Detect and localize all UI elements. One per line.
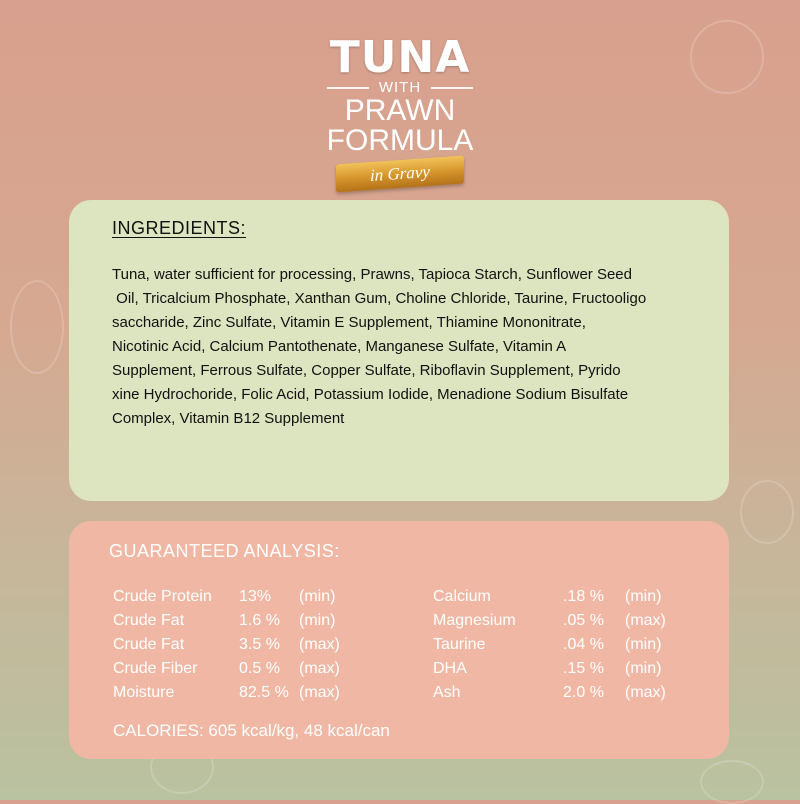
title-formula: FORMULA — [326, 124, 474, 157]
product-title — [0, 34, 800, 188]
nutrient-qualifier: (max) — [299, 684, 340, 701]
nutrient-value: 2.0 % — [563, 684, 604, 701]
nutrient-value: 82.5 % — [239, 684, 289, 701]
nutrient-qualifier: (min) — [625, 588, 662, 605]
nutrient-name: Magnesium — [433, 612, 516, 629]
nutrient-qualifier: (min) — [625, 660, 662, 677]
nutrient-qualifier: (min) — [625, 636, 662, 653]
nutrient-name: Crude Protein — [113, 588, 212, 605]
nutrient-value: 3.5 % — [239, 636, 280, 653]
background-doodle — [740, 480, 794, 544]
analysis-title: GUARANTEED ANALYSIS: — [109, 541, 340, 561]
title-prawn: PRAWN — [344, 94, 456, 127]
ingredients-line: Complex, Vitamin B12 Supplement — [112, 410, 345, 427]
nutrient-value: 1.6 % — [239, 612, 280, 629]
background-doodle — [700, 760, 764, 804]
nutrient-qualifier: (max) — [625, 684, 666, 701]
nutrient-value: .15 % — [563, 660, 604, 677]
nutrient-name: Calcium — [433, 588, 491, 605]
nutrient-qualifier: (max) — [299, 636, 340, 653]
nutrient-value: .04 % — [563, 636, 604, 653]
ingredients-line: Tuna, water sufficient for processing, Prawns, Tapioca Starch, Sunflower Seed — [112, 266, 632, 283]
background-doodle — [10, 280, 64, 374]
title-with: WITH — [378, 79, 422, 96]
ingredients-line: Supplement, Ferrous Sulfate, Copper Sulfate, Riboflavin Supplement, Pyrido — [112, 362, 621, 379]
gravy-ribbon: in Gravy — [336, 156, 464, 193]
nutrient-name: Taurine — [433, 636, 486, 653]
nutrient-name: Crude Fiber — [113, 660, 198, 677]
ingredients-line: Oil, Tricalcium Phosphate, Xanthan Gum, Choline Chloride, Taurine, Fructooligo — [112, 290, 647, 307]
nutrient-name: Ash — [433, 684, 461, 701]
nutrient-value: 13% — [239, 588, 272, 605]
ingredients-text — [112, 263, 689, 431]
nutrient-value: .18 % — [563, 588, 604, 605]
title-main: TUNA — [329, 32, 471, 83]
ingredients-line: saccharide, Zinc Sulfate, Vitamin E Supplement, Thiamine Mononitrate, — [112, 314, 586, 331]
nutrient-name: Crude Fat — [113, 636, 185, 653]
divider-line — [431, 87, 473, 89]
ingredients-line: Nicotinic Acid, Calcium Pantothenate, Manganese Sulfate, Vitamin A — [112, 338, 567, 355]
nutrient-value: .05 % — [563, 612, 604, 629]
nutrient-value: 0.5 % — [239, 660, 280, 677]
ingredients-title: INGREDIENTS: — [112, 218, 247, 238]
nutrient-qualifier: (min) — [299, 612, 336, 629]
divider-line — [327, 87, 369, 89]
nutrient-qualifier: (max) — [625, 612, 666, 629]
nutrient-qualifier: (max) — [299, 660, 340, 677]
calories-text: CALORIES: 605 kcal/kg, 48 kcal/can — [113, 721, 390, 740]
nutrient-name: Moisture — [113, 684, 175, 701]
ingredients-card — [69, 200, 729, 501]
nutrient-name: DHA — [433, 660, 467, 677]
ingredients-line: xine Hydrochoride, Folic Acid, Potassium Iodide, Menadione Sodium Bisulfate — [112, 386, 629, 403]
nutrient-name: Crude Fat — [113, 612, 185, 629]
nutrient-qualifier: (min) — [299, 588, 336, 605]
analysis-card — [69, 521, 729, 759]
